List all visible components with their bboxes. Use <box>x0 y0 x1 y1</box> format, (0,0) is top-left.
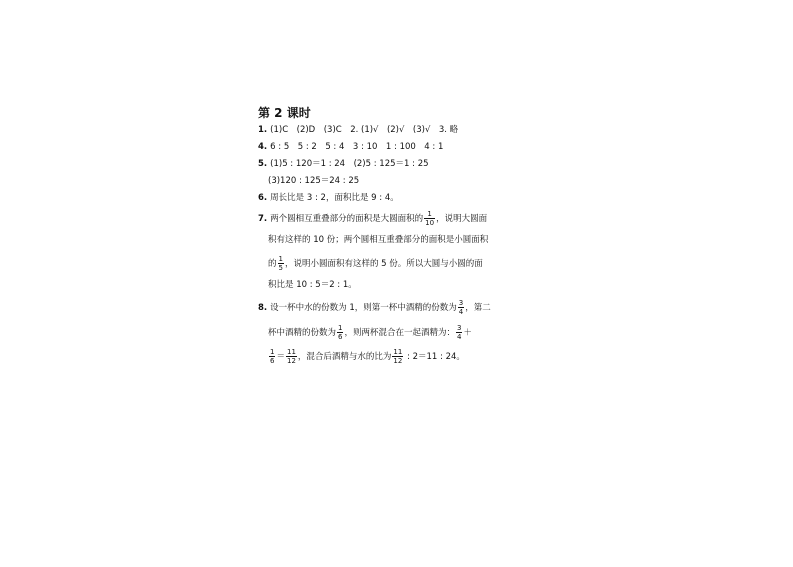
numerator: 1 <box>278 255 283 263</box>
numerator: 3 <box>457 324 462 332</box>
section-title: 第 2 课时 <box>258 106 311 120</box>
item-number: 1. <box>258 125 268 135</box>
answer-line-8b <box>268 324 472 341</box>
answer-text: ，第二 <box>465 303 491 313</box>
answer-line-7c <box>268 255 483 272</box>
answer-line-5b <box>268 175 359 187</box>
answer-text: 周长比是 3 : 2，面积比是 9 : 4。 <box>270 193 399 203</box>
denominator: 10 <box>425 219 435 227</box>
answer-text: : 2＝11 : 24。 <box>404 352 465 362</box>
denominator: 4 <box>457 333 462 341</box>
answer-text: 积比是 10 : 5＝2 : 1。 <box>268 280 357 290</box>
answer-text: ，说明大圆面 <box>436 214 488 224</box>
fraction <box>424 210 435 227</box>
fraction <box>392 348 403 365</box>
answer-line-4 <box>258 141 443 153</box>
answer-text: ，说明小圆面积有这样的 5 份。所以大圆与小圆的面 <box>284 259 483 269</box>
denominator: 5 <box>278 264 283 272</box>
numerator: 3 <box>458 299 464 307</box>
fraction <box>269 348 275 365</box>
denominator: 6 <box>270 357 275 365</box>
fraction <box>286 348 297 365</box>
answer-line-6 <box>258 192 399 204</box>
answer-text: (3)120 : 125＝24 : 25 <box>268 176 360 186</box>
answer-text: ，混合后酒精与水的比为 <box>297 352 392 362</box>
answer-line-7d <box>268 279 357 291</box>
denominator: 4 <box>458 308 464 316</box>
answer-line-7a <box>258 210 487 227</box>
answer-text: (1)C (2)D (3)C 2. (1)√ (2)√ (3)√ 3. 略 <box>270 125 459 135</box>
item-number: 6. <box>258 193 268 203</box>
fraction <box>456 324 462 341</box>
answer-line-7b <box>268 234 488 246</box>
fraction <box>337 324 343 341</box>
numerator: 1 <box>270 348 275 356</box>
answer-line-5a <box>258 158 429 170</box>
answer-text: 设一杯中水的份数为 1，则第一杯中酒精的份数为 <box>270 303 457 313</box>
answer-line-8a <box>258 299 491 316</box>
answer-text: (1)5 : 120＝1 : 24 (2)5 : 125＝1 : 25 <box>270 159 429 169</box>
numerator: 11 <box>393 348 403 356</box>
answer-text: 杯中酒精的份数为 <box>268 328 337 338</box>
answer-text: 6 : 5 5 : 2 5 : 4 3 : 10 1 : 100 4 : 1 <box>270 142 444 152</box>
answer-text: ＋ <box>463 328 472 338</box>
item-number: 5. <box>258 159 268 169</box>
answer-text: 两个圆相互重叠部分的面积是大圆面积的 <box>270 214 424 224</box>
denominator: 12 <box>286 357 296 365</box>
denominator: 12 <box>393 357 403 365</box>
fraction <box>278 255 284 272</box>
numerator: 1 <box>424 210 435 219</box>
numerator: 11 <box>286 348 296 356</box>
item-number: 8. <box>258 303 268 313</box>
item-number: 4. <box>258 142 268 152</box>
answer-text: 的 <box>268 259 277 269</box>
item-number: 7. <box>258 214 268 224</box>
denominator: 6 <box>338 333 343 341</box>
answer-text: ＝ <box>276 352 285 362</box>
numerator: 1 <box>338 324 343 332</box>
answer-line-1 <box>258 124 458 136</box>
answer-text: 积有这样的 10 份；两个圆相互重叠部分的面积是小圆面积 <box>268 235 489 245</box>
answer-line-8c <box>268 348 465 365</box>
answer-text: ，则两杯混合在一起酒精为： <box>344 328 455 338</box>
fraction <box>458 299 464 316</box>
